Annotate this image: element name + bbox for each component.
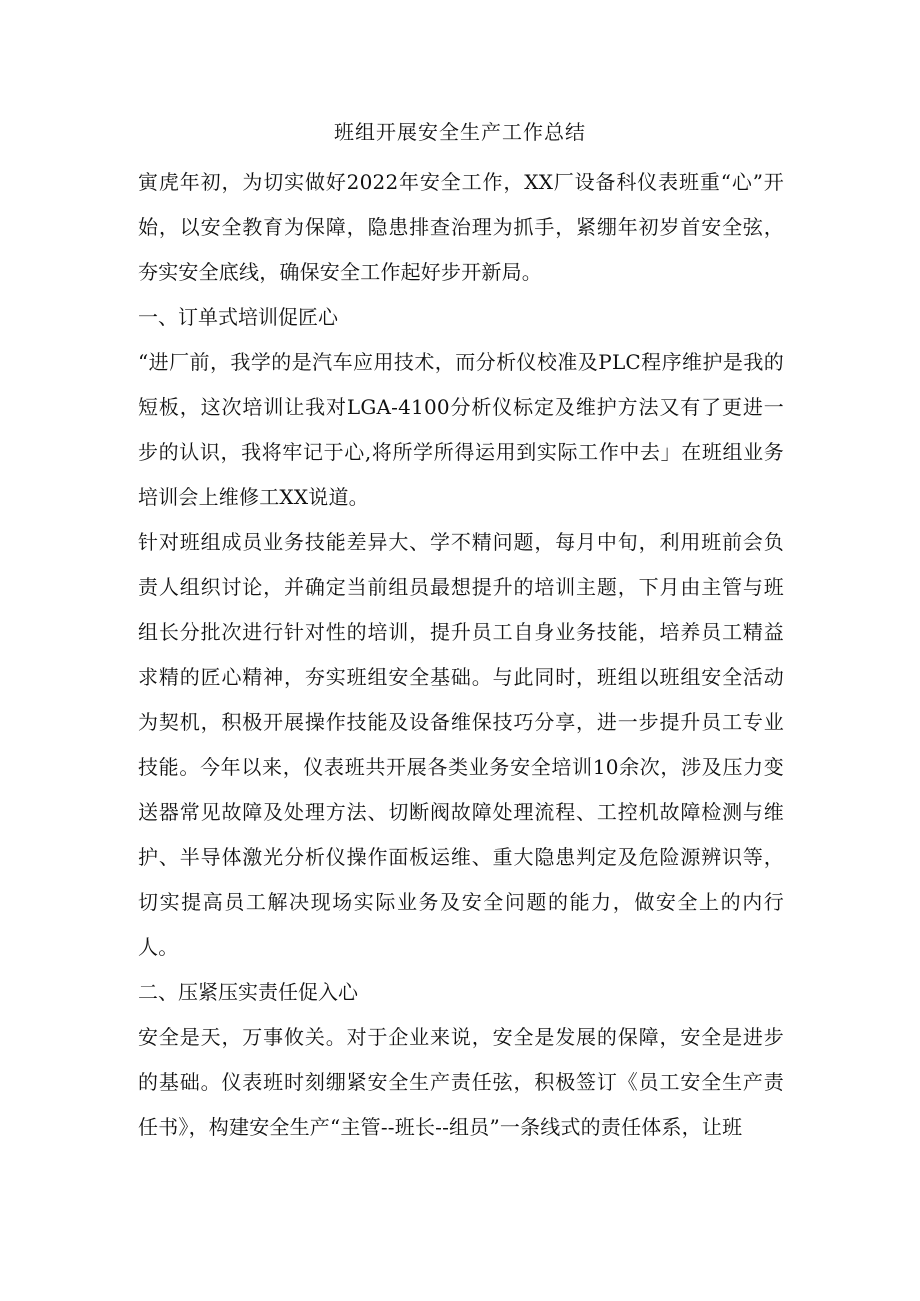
intro-paragraph: 寅虎年初，为切实做好2022年安全工作，XX厂设备科仪表班重“心”开始，以安全教育为保障，隐患排查治理为抓手，紧绷年初岁首安全弦，夯实安全底线，确保安全工作起好步开新局。 — [138, 170, 784, 284]
section-heading-1: 一、订单式培训促匠心 — [138, 305, 338, 329]
section-heading-2: 二、压紧压实责任促入心 — [138, 980, 358, 1004]
document-title: 班组开展安全生产工作总结 — [334, 120, 586, 144]
responsibility-paragraph: 安全是天，万事攸关。对于企业来说，安全是发展的保障，安全是进步的基础。仪表班时刻绷紧安全生产责任弦，积极签订《员工安全生产责任书》，构建安全生产“主管--班长--组员”一条线式的责任体系，让班 — [138, 1025, 784, 1139]
quote-paragraph: “进厂前，我学的是汽车应用技术，而分析仪校准及PLC程序维护是我的短板，这次培训让我对LGA-4100分析仪标定及维护方法又有了更进一步的认识，我将牢记于心,将所学所得运用到实际工作中去」在班组业务培训会上维修工XX说道。 — [138, 350, 784, 509]
training-paragraph: 针对班组成员业务技能差异大、学不精问题，每月中旬，利用班前会负责人组织讨论，并确定当前组员最想提升的培训主题，下月由主管与班组长分批次进行针对性的培训，提升员工自身业务技能，培养员工精益求精的匠心精神，夯实班组安全基础。与此同时，班组以班组安全活动为契机，积极开展操作技能及设备维保技巧分享，进一步提升员工专业技能。今年以来，仪表班共开展各类业务安全培训10余次，涉及压力变送器常见故障及处理方法、切断阀故障处理流程、工控机故障检测与维护、半导体激光分析仪操作面板运维、重大隐患判定及危险源辨识等，切实提高员工解决现场实际业务及安全问题的能力，做安全上的内行人。 — [138, 530, 784, 959]
document-body — [138, 160, 784, 1150]
